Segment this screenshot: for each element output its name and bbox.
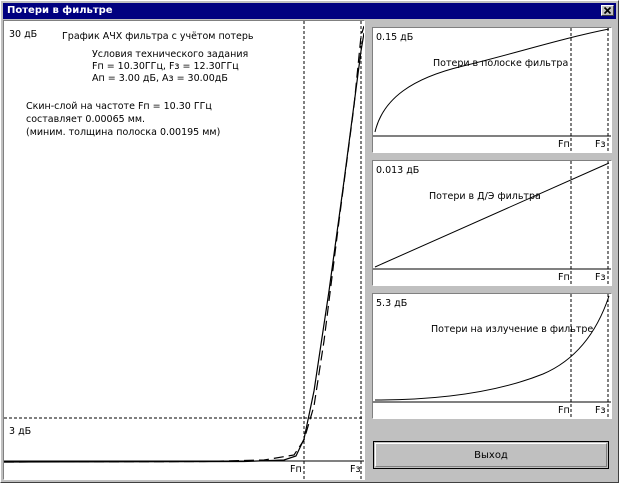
strip-loss-caption: Потери в полоске фильтра <box>433 58 569 69</box>
title-bar[interactable] <box>3 3 616 19</box>
dielectric-loss-chart <box>372 160 612 286</box>
chart-title: График АЧХ фильтра с учётом потерь <box>62 31 254 42</box>
radiation-loss-caption: Потери на излучение в фильтре <box>431 324 594 335</box>
frequency-response-chart <box>3 20 365 480</box>
exit-button[interactable] <box>373 441 609 469</box>
strip-loss-fz: Fз <box>595 139 606 150</box>
dielectric-loss-plot <box>373 161 611 285</box>
skin-depth-line2: составляет 0.00065 мм. <box>26 114 146 125</box>
x-label-fp: Fп <box>290 464 302 475</box>
close-button[interactable] <box>601 5 614 16</box>
y-bottom-label: 3 дБ <box>9 426 32 437</box>
dielectric-loss-fp: Fп <box>558 272 570 283</box>
spec-attenuation: Aп = 3.00 дБ, Aз = 30.00дБ <box>92 73 228 84</box>
skin-depth-line1: Скин-слой на частоте Fп = 10.30 ГГц <box>26 101 212 112</box>
window-title: Потери в фильтре <box>7 5 113 16</box>
y-top-label: 30 дБ <box>9 29 38 40</box>
radiation-loss-value: 5.3 дБ <box>376 298 408 309</box>
spec-header: Условия технического задания <box>92 49 249 60</box>
main-chart-plot <box>4 21 364 479</box>
dielectric-loss-value: 0.013 дБ <box>376 165 420 176</box>
radiation-loss-plot <box>373 294 611 418</box>
radiation-loss-chart <box>372 293 612 419</box>
radiation-loss-fz: Fз <box>595 405 606 416</box>
strip-loss-value: 0.15 дБ <box>376 32 414 43</box>
dielectric-loss-fz: Fз <box>595 272 606 283</box>
skin-depth-line3: (миним. толщина полоска 0.00195 мм) <box>26 127 221 138</box>
close-icon <box>602 6 613 15</box>
strip-loss-fp: Fп <box>558 139 570 150</box>
dielectric-loss-caption: Потери в Д/Э фильтра <box>429 191 541 202</box>
strip-loss-chart <box>372 27 612 153</box>
spec-frequencies: Fп = 10.30ГГц, Fз = 12.30ГГц <box>92 61 239 72</box>
radiation-loss-fp: Fп <box>558 405 570 416</box>
x-label-fz: Fз <box>350 464 361 475</box>
exit-button-label: Выход <box>375 443 607 467</box>
strip-loss-plot <box>373 28 611 152</box>
